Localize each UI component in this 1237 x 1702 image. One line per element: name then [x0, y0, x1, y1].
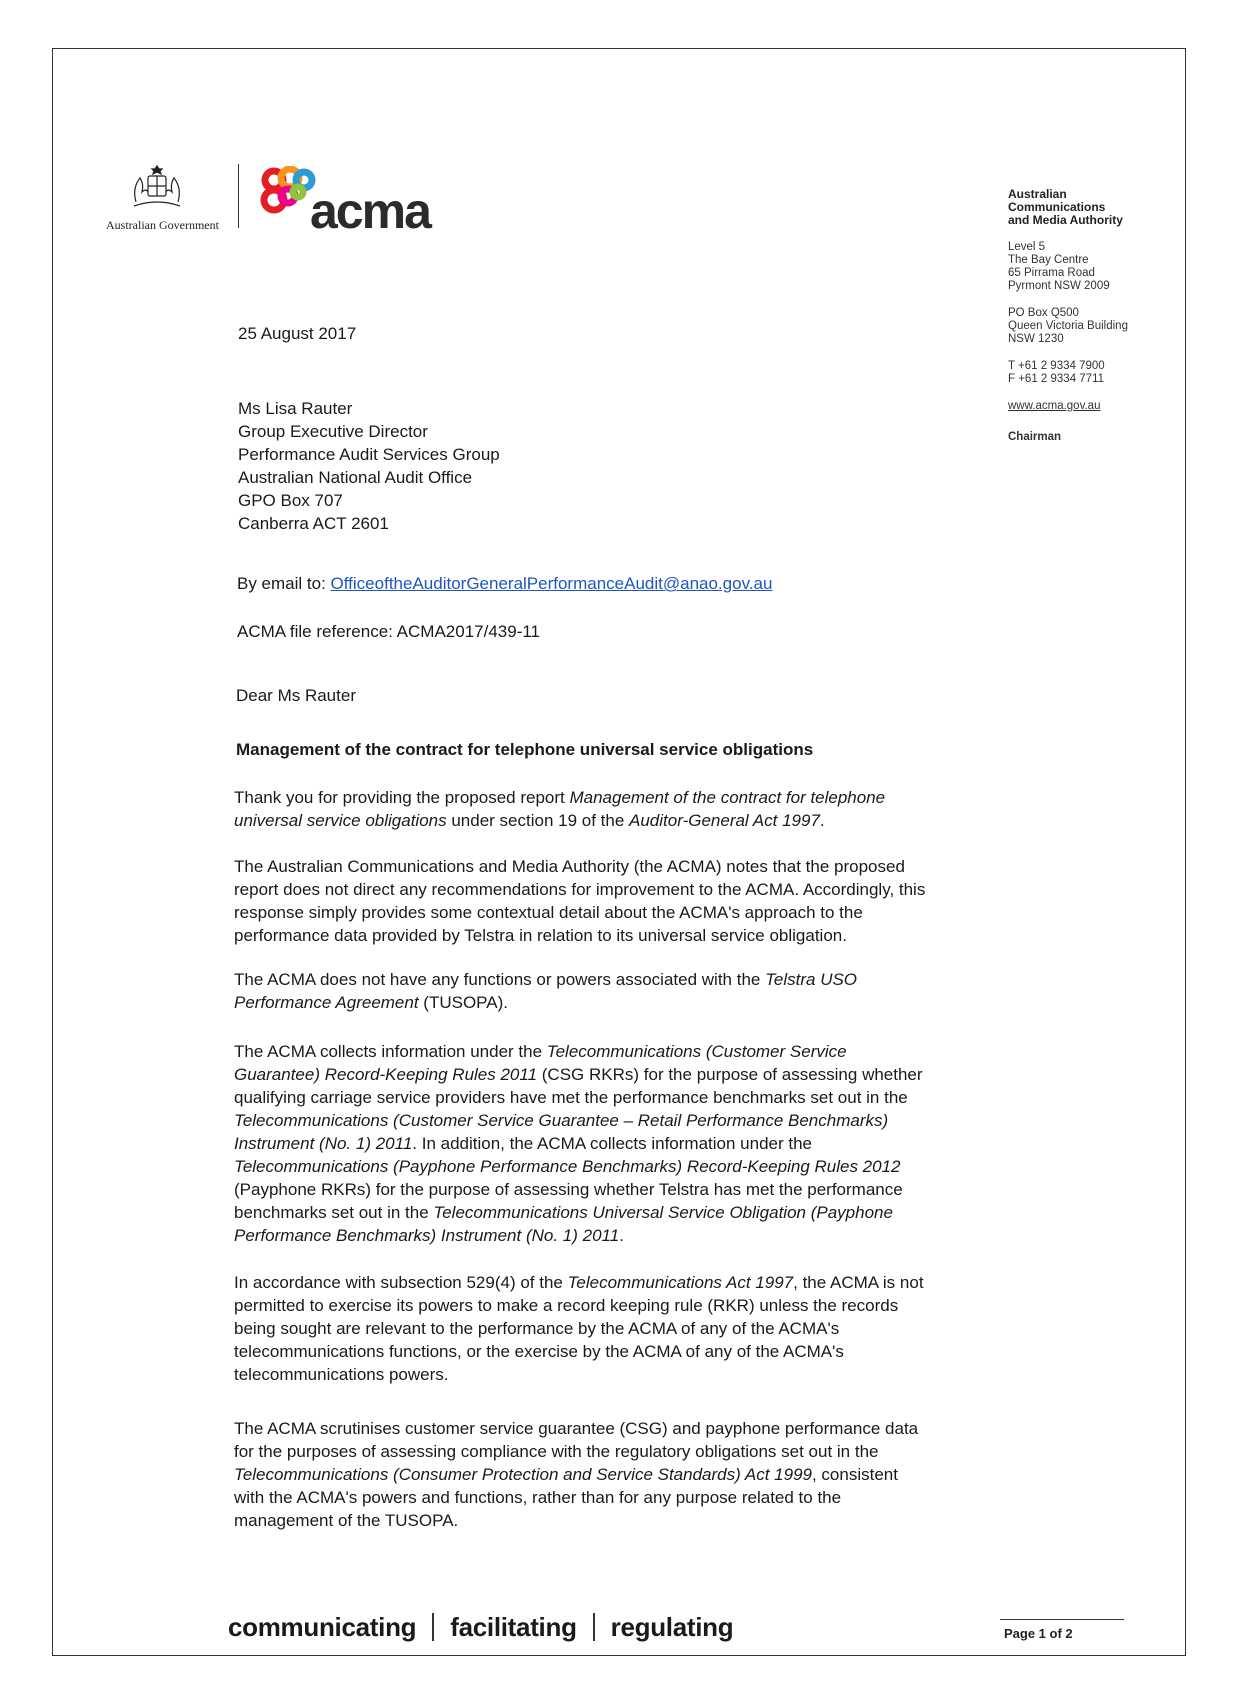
instrument-title: Performance Benchmarks) Instrument (No. 1) 2011 [234, 1226, 620, 1245]
paragraph-line: telecommunications functions, or the exercise by the ACMA of any of the ACMA's [234, 1342, 844, 1361]
paragraph-line: qualifying carriage service providers have met the performance benchmarks set out in the [234, 1088, 908, 1107]
instrument-title: Guarantee) Record-Keeping Rules 2011 [234, 1065, 538, 1084]
paragraph-line: being sought are relevant to the performance by the ACMA of any of the ACMA's [234, 1319, 840, 1338]
paragraph-6 [234, 1417, 994, 1532]
text-run: , the ACMA is not [793, 1273, 924, 1292]
text-run: The ACMA collects information under the [234, 1042, 547, 1061]
email-line [237, 572, 772, 595]
paragraph-line: The Australian Communications and Media Authority (the ACMA) notes that the proposed [234, 857, 905, 876]
agreement-title: Performance Agreement [234, 993, 419, 1012]
postal-address [1008, 307, 1178, 346]
address-line: Pyrmont NSW 2009 [1008, 280, 1110, 292]
instrument-title: Telecommunications (Customer Service [546, 1042, 847, 1061]
report-title: Management of the contract for telephone [569, 788, 886, 807]
recipient-line: Performance Audit Services Group [238, 445, 500, 464]
email-prefix: By email to: [237, 574, 331, 593]
coat-of-arms-icon [126, 160, 188, 212]
website-link[interactable]: www.acma.gov.au [1008, 400, 1101, 412]
paragraph-line [234, 1271, 994, 1294]
footer-tagline [228, 1612, 733, 1643]
paragraph-line: telecommunications powers. [234, 1365, 449, 1384]
paragraph-line: (Payphone RKRs) for the purpose of assessing whether Telstra has met the performance [234, 1180, 903, 1199]
text-run: . [819, 811, 825, 830]
paragraph-line: permitted to exercise its powers to make a record keeping rule (RKR) unless the records [234, 1296, 899, 1315]
acma-logo-text: acma [310, 183, 430, 239]
paragraph-line: for the purposes of assessing compliance with the regulatory obligations set out in the [234, 1442, 879, 1461]
paragraph-line: report does not direct any recommendations for improvement to the ACMA. Accordingly, this [234, 880, 926, 899]
paragraph-line: performance data provided by Telstra in relation to its universal service obligation. [234, 926, 847, 945]
agreement-title: Telstra USO [765, 970, 858, 989]
fax-number: F +61 2 9334 7711 [1008, 373, 1105, 385]
address-line: 65 Pirrama Road [1008, 267, 1095, 279]
po-line: NSW 1230 [1008, 333, 1064, 345]
act-title: Telecommunications (Consumer Protection and Service Standards) Act 1999 [234, 1465, 812, 1484]
org-line: and Media Authority [1008, 213, 1123, 227]
text-run: , consistent [811, 1465, 898, 1484]
address-line: The Bay Centre [1008, 254, 1089, 266]
page-number-rule [1000, 1619, 1124, 1620]
recipient-address [238, 397, 500, 535]
recipient-line: GPO Box 707 [238, 491, 343, 510]
instrument-title: Telecommunications (Payphone Performance Benchmarks) Record-Keeping Rules 2012 [234, 1157, 901, 1176]
tagline-word: communicating [228, 1612, 417, 1642]
text-run: . In addition, the ACMA collects information under the [412, 1134, 813, 1153]
paragraph-3 [234, 968, 994, 1014]
recipient-line: Canberra ACT 2601 [238, 514, 389, 533]
text-run: Thank you for providing the proposed report [234, 788, 570, 807]
report-title: universal service obligations [234, 811, 447, 830]
paragraph-line [234, 1132, 994, 1155]
po-line: Queen Victoria Building [1008, 320, 1128, 332]
tagline-word: facilitating [450, 1612, 577, 1642]
paragraph-line [234, 1201, 994, 1224]
text-run: (TUSOPA). [418, 993, 508, 1012]
instrument-title: Telecommunications Universal Service Obligation (Payphone [433, 1203, 893, 1222]
paragraph-line [234, 991, 994, 1014]
paragraph-line [234, 1063, 994, 1086]
text-run: (CSG RKRs) for the purpose of assessing whether [537, 1065, 923, 1084]
recipient-line: Ms Lisa Rauter [238, 399, 353, 418]
paragraph-line [234, 968, 994, 991]
sender-organisation [1008, 188, 1178, 227]
paragraph-line: management of the TUSOPA. [234, 1511, 459, 1530]
act-title: Auditor-General Act 1997 [629, 811, 820, 830]
act-title: Telecommunications Act 1997 [567, 1273, 794, 1292]
text-run: The ACMA does not have any functions or powers associated with the [234, 970, 766, 989]
contact-numbers [1008, 360, 1178, 386]
sender-details [1008, 188, 1178, 444]
paragraph-line [234, 1040, 994, 1063]
email-link[interactable]: OfficeoftheAuditorGeneralPerformanceAudit@anao.gov.au [330, 574, 773, 593]
street-address [1008, 241, 1178, 293]
letter-subject: Management of the contract for telephone universal service obligations [236, 740, 814, 759]
org-line: Australian [1008, 187, 1067, 201]
paragraph-5 [234, 1271, 994, 1386]
government-label: Australian Government [106, 218, 219, 232]
paragraph-line [234, 1224, 994, 1247]
tagline-word: regulating [610, 1612, 734, 1642]
paragraph-1 [234, 786, 994, 832]
paragraph-line: response simply provides some contextual detail about the ACMA's approach to the [234, 903, 863, 922]
paragraph-4 [234, 1040, 994, 1247]
text-run: benchmarks set out in the [234, 1203, 434, 1222]
salutation: Dear Ms Rauter [236, 686, 356, 705]
paragraph-2 [234, 855, 994, 947]
tagline-divider [432, 1613, 434, 1641]
address-line: Level 5 [1008, 241, 1046, 253]
paragraph-line [234, 809, 994, 832]
org-line: Communications [1008, 200, 1106, 214]
logo-divider [238, 164, 239, 228]
phone-number: T +61 2 9334 7900 [1008, 360, 1105, 372]
instrument-title: Instrument (No. 1) 2011 [234, 1134, 413, 1153]
recipient-line: Group Executive Director [238, 422, 428, 441]
paragraph-line [234, 786, 994, 809]
po-line: PO Box Q500 [1008, 307, 1079, 319]
file-reference: ACMA file reference: ACMA2017/439-11 [237, 622, 541, 641]
letter-date: 25 August 2017 [238, 324, 357, 343]
recipient-line: Australian National Audit Office [238, 468, 473, 487]
page-number: Page 1 of 2 [1004, 1626, 1073, 1641]
sender-role: Chairman [1008, 431, 1062, 443]
text-run: . [619, 1226, 624, 1245]
paragraph-line: with the ACMA's powers and functions, rather than for any purpose related to the [234, 1488, 842, 1507]
tagline-divider [593, 1613, 595, 1641]
text-run: under section 19 of the [446, 811, 630, 830]
instrument-title: Telecommunications (Customer Service Guarantee – Retail Performance Benchmarks) [234, 1111, 889, 1130]
paragraph-line: The ACMA scrutinises customer service guarantee (CSG) and payphone performance data [234, 1419, 919, 1438]
paragraph-line [234, 1463, 994, 1486]
text-run: In accordance with subsection 529(4) of the [234, 1273, 568, 1292]
